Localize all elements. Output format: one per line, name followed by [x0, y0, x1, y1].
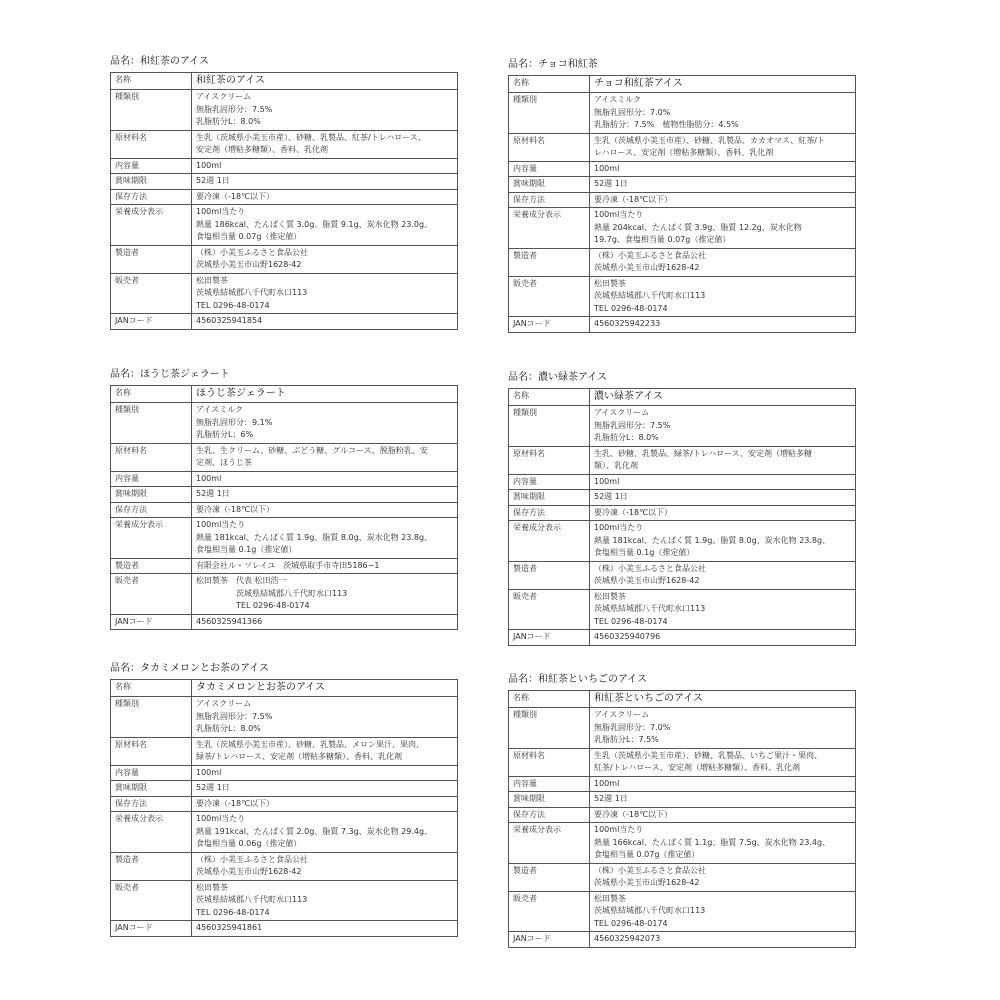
row-ingredients	[111, 130, 458, 158]
row-best-before	[509, 490, 856, 506]
value-volume: 100ml	[192, 158, 458, 174]
label-storage: 保存方法	[509, 807, 590, 823]
label-name: 名称	[509, 76, 590, 93]
label-nutrition: 栄養成分表示	[509, 208, 590, 249]
row-ingredients	[509, 748, 856, 776]
label-best-before: 賞味期限	[509, 792, 590, 808]
label-ingredients: 原材料名	[509, 446, 590, 474]
value-kind: アイスクリーム 無脂乳固形分：7.5% 乳脂肪分L：8.0%	[192, 697, 458, 738]
label-storage: 保存方法	[509, 505, 590, 521]
value-ingredients: 生乳（茨城県小美玉市産）、砂糖、乳製品、メロン果汁、果肉、 緑茶/トレハロース、安定剤（増粘多糖類）、香料、乳化剤	[192, 737, 458, 765]
product-label-block	[110, 368, 458, 630]
product-label-block	[508, 673, 856, 948]
label-nutrition: 栄養成分表示	[111, 205, 192, 246]
row-seller	[111, 880, 458, 921]
label-ingredients: 原材料名	[111, 130, 192, 158]
product-heading: 品名：濃い緑茶アイス	[508, 372, 607, 383]
label-seller: 販売者	[111, 880, 192, 921]
label-storage: 保存方法	[509, 192, 590, 208]
row-volume	[509, 161, 856, 177]
value-manufacturer: （株）小美玉ふるさと食品公社 茨城県小美玉市山野1628-42	[192, 245, 458, 273]
row-jan	[111, 614, 458, 630]
label-name: 名称	[111, 386, 192, 403]
row-kind	[111, 697, 458, 738]
value-volume: 100ml	[590, 474, 856, 490]
row-nutrition	[509, 823, 856, 864]
label-best-before: 賞味期限	[509, 177, 590, 193]
product-info-table	[508, 690, 856, 948]
value-nutrition: 100ml当たり 熱量 166kcal、たんぱく質 1.1g、脂質 7.5g、炭水化物 23.4g、 食塩相当量 0.07g（推定値）	[590, 823, 856, 864]
label-nutrition: 栄養成分表示	[509, 521, 590, 562]
label-storage: 保存方法	[111, 502, 192, 518]
value-best-before: 52週 1日	[590, 490, 856, 506]
row-storage	[509, 192, 856, 208]
row-ingredients	[509, 446, 856, 474]
product-label-block	[508, 58, 856, 333]
value-kind: アイスクリーム 無脂乳固形分：7.5% 乳脂肪分L：8.0%	[192, 90, 458, 131]
row-storage	[111, 796, 458, 812]
label-seller: 販売者	[111, 574, 192, 615]
row-jan	[111, 314, 458, 330]
row-best-before	[509, 792, 856, 808]
label-volume: 内容量	[111, 158, 192, 174]
label-manufacturer: 製造者	[509, 561, 590, 589]
product-label-block	[110, 55, 458, 330]
row-jan	[509, 932, 856, 948]
value-volume: 100ml	[192, 471, 458, 487]
label-jan: JANコード	[509, 630, 590, 646]
row-seller	[509, 276, 856, 317]
row-seller	[509, 891, 856, 932]
row-best-before	[509, 177, 856, 193]
label-ingredients: 原材料名	[509, 133, 590, 161]
label-storage: 保存方法	[111, 796, 192, 812]
label-seller: 販売者	[509, 276, 590, 317]
value-manufacturer: 有限会社ル・ソレイユ 茨城県取手市寺田5186−1	[192, 558, 458, 574]
row-manufacturer	[509, 248, 856, 276]
row-jan	[509, 317, 856, 333]
label-manufacturer: 製造者	[509, 248, 590, 276]
row-volume	[111, 765, 458, 781]
value-best-before: 52週 1日	[590, 177, 856, 193]
row-storage	[111, 189, 458, 205]
value-nutrition: 100ml当たり 熱量 181kcal、たんぱく質 1.9g、脂質 8.0g、炭水化物 23.8g、 食塩相当量 0.1g（推定値）	[590, 521, 856, 562]
row-kind	[111, 403, 458, 444]
value-kind: アイスクリーム 無脂乳固形分：7.5% 乳脂肪分L：8.0%	[590, 406, 856, 447]
row-kind	[509, 93, 856, 134]
row-name	[509, 691, 856, 708]
value-nutrition: 100ml当たり 熱量 191kcal、たんぱく質 2.0g、脂質 7.3g、炭水化物 29.4g、 食塩相当量 0.06g（推定値）	[192, 812, 458, 853]
label-best-before: 賞味期限	[111, 781, 192, 797]
value-ingredients: 生乳（茨城県小美玉市産）、砂糖、乳製品、紅茶/トレハロース、 安定剤（増粘多糖類）、香料、乳化剤	[192, 130, 458, 158]
product-heading: 品名：チョコ和紅茶	[508, 59, 598, 70]
product-heading: 品名：ほうじ茶ジェラート	[110, 369, 230, 380]
label-best-before: 賞味期限	[509, 490, 590, 506]
label-best-before: 賞味期限	[111, 174, 192, 190]
row-seller	[111, 574, 458, 615]
label-jan: JANコード	[111, 314, 192, 330]
value-name: タカミメロンとお茶のアイス	[192, 680, 458, 697]
row-ingredients	[111, 737, 458, 765]
value-manufacturer: （株）小美玉ふるさと食品公社 茨城県小美玉市山野1628-42	[590, 863, 856, 891]
value-best-before: 52週 1日	[192, 174, 458, 190]
label-volume: 内容量	[509, 776, 590, 792]
value-manufacturer: （株）小美玉ふるさと食品公社 茨城県小美玉市山野1628-42	[192, 852, 458, 880]
label-ingredients: 原材料名	[509, 748, 590, 776]
label-manufacturer: 製造者	[111, 558, 192, 574]
label-ingredients: 原材料名	[111, 443, 192, 471]
label-manufacturer: 製造者	[111, 245, 192, 273]
row-manufacturer	[111, 245, 458, 273]
row-jan	[509, 630, 856, 646]
row-seller	[111, 273, 458, 314]
value-storage: 要冷凍（-18℃以下）	[590, 505, 856, 521]
product-info-table	[110, 385, 458, 630]
value-nutrition: 100ml当たり 熱量 186kcal、たんぱく質 3.0g、脂質 9.1g、炭水化物 23.0g、 食塩相当量 0.07g（推定値）	[192, 205, 458, 246]
label-volume: 内容量	[509, 161, 590, 177]
value-jan: 4560325942073	[590, 932, 856, 948]
value-volume: 100ml	[590, 776, 856, 792]
label-best-before: 賞味期限	[111, 487, 192, 503]
value-storage: 要冷凍（-18℃以下）	[590, 192, 856, 208]
label-kind: 種類別	[509, 93, 590, 134]
label-jan: JANコード	[509, 317, 590, 333]
row-name	[111, 73, 458, 90]
row-volume	[111, 158, 458, 174]
row-ingredients	[111, 443, 458, 471]
row-nutrition	[111, 205, 458, 246]
value-manufacturer: （株）小美玉ふるさと食品公社 茨城県小美玉市山野1628-42	[590, 561, 856, 589]
label-nutrition: 栄養成分表示	[111, 812, 192, 853]
value-volume: 100ml	[590, 161, 856, 177]
value-name: 和紅茶のアイス	[192, 73, 458, 90]
value-nutrition: 100ml当たり 熱量 181kcal、たんぱく質 1.9g、脂質 8.0g、炭水化物 23.8g、 食塩相当量 0.1g（推定値）	[192, 518, 458, 559]
row-manufacturer	[111, 558, 458, 574]
value-manufacturer: （株）小美玉ふるさと食品公社 茨城県小美玉市山野1628-42	[590, 248, 856, 276]
value-seller: 松田製茶 代表 松田浩一 茨城県結城郡八千代町水口113 TEL 0296-48-0174	[192, 574, 458, 615]
row-name	[509, 76, 856, 93]
row-best-before	[111, 781, 458, 797]
row-kind	[509, 406, 856, 447]
row-storage	[111, 502, 458, 518]
value-best-before: 52週 1日	[192, 487, 458, 503]
row-volume	[509, 776, 856, 792]
value-storage: 要冷凍（-18℃以下）	[192, 502, 458, 518]
label-jan: JANコード	[111, 614, 192, 630]
value-storage: 要冷凍（-18℃以下）	[192, 796, 458, 812]
product-info-table	[110, 679, 458, 937]
label-kind: 種類別	[111, 403, 192, 444]
value-jan: 4560325941366	[192, 614, 458, 630]
value-kind: アイスミルク 無脂乳固形分：9.1% 乳脂肪分L：6%	[192, 403, 458, 444]
row-name	[111, 386, 458, 403]
product-heading: 品名：和紅茶のアイス	[110, 56, 209, 67]
label-name: 名称	[111, 73, 192, 90]
product-label-block	[110, 662, 458, 937]
product-info-table	[508, 388, 856, 646]
value-jan: 4560325941854	[192, 314, 458, 330]
value-name: ほうじ茶ジェラート	[192, 386, 458, 403]
row-storage	[509, 505, 856, 521]
value-name: 濃い緑茶アイス	[590, 389, 856, 406]
row-best-before	[111, 487, 458, 503]
value-seller: 松田製茶 茨城県結城郡八千代町水口113 TEL 0296-48-0174	[192, 880, 458, 921]
product-info-table	[110, 72, 458, 330]
value-storage: 要冷凍（-18℃以下）	[590, 807, 856, 823]
label-manufacturer: 製造者	[111, 852, 192, 880]
label-kind: 種類別	[111, 90, 192, 131]
label-manufacturer: 製造者	[509, 863, 590, 891]
label-seller: 販売者	[111, 273, 192, 314]
value-ingredients: 生乳（茨城県小美玉市産）、砂糖、乳製品、いちご果汁・果肉、 紅茶/トレハロース、安定剤（増粘多糖類）、香料、乳化剤	[590, 748, 856, 776]
row-ingredients	[509, 133, 856, 161]
label-kind: 種類別	[111, 697, 192, 738]
value-ingredients: 生乳、生クリーム、砂糖、ぶどう糖、グルコース、脱脂粉乳、安 定剤、ほうじ茶	[192, 443, 458, 471]
value-kind: アイスミルク 無脂乳固形分：7.0% 乳脂肪分：7.5% 植物性脂肪分：4.5%	[590, 93, 856, 134]
row-jan	[111, 921, 458, 937]
label-storage: 保存方法	[111, 189, 192, 205]
product-label-block	[508, 371, 856, 646]
value-jan: 4560325942233	[590, 317, 856, 333]
label-kind: 種類別	[509, 708, 590, 749]
label-jan: JANコード	[111, 921, 192, 937]
value-kind: アイスクリーム 無脂乳固形分：7.0% 乳脂肪分L：7.5%	[590, 708, 856, 749]
value-volume: 100ml	[192, 765, 458, 781]
row-nutrition	[509, 208, 856, 249]
row-kind	[111, 90, 458, 131]
row-manufacturer	[509, 863, 856, 891]
label-seller: 販売者	[509, 589, 590, 630]
value-seller: 松田製茶 茨城県結城郡八千代町水口113 TEL 0296-48-0174	[590, 891, 856, 932]
row-nutrition	[111, 518, 458, 559]
value-best-before: 52週 1日	[590, 792, 856, 808]
row-name	[509, 389, 856, 406]
row-storage	[509, 807, 856, 823]
product-heading: 品名：タカミメロンとお茶のアイス	[110, 663, 269, 674]
label-name: 名称	[111, 680, 192, 697]
label-nutrition: 栄養成分表示	[111, 518, 192, 559]
value-jan: 4560325940796	[590, 630, 856, 646]
label-nutrition: 栄養成分表示	[509, 823, 590, 864]
value-best-before: 52週 1日	[192, 781, 458, 797]
value-jan: 4560325941861	[192, 921, 458, 937]
label-volume: 内容量	[509, 474, 590, 490]
value-ingredients: 生乳（茨城県小美玉市産）、砂糖、乳製品、カカオマス、紅茶/ト レハロース、安定剤（増粘多糖類）、香料、乳化剤	[590, 133, 856, 161]
value-ingredients: 生乳、砂糖、乳製品、緑茶/トレハロース、安定剤（増粘多糖 類）、乳化剤	[590, 446, 856, 474]
label-name: 名称	[509, 389, 590, 406]
row-name	[111, 680, 458, 697]
row-volume	[509, 474, 856, 490]
label-volume: 内容量	[111, 471, 192, 487]
label-kind: 種類別	[509, 406, 590, 447]
row-volume	[111, 471, 458, 487]
product-info-table	[508, 75, 856, 333]
label-jan: JANコード	[509, 932, 590, 948]
row-best-before	[111, 174, 458, 190]
label-volume: 内容量	[111, 765, 192, 781]
label-ingredients: 原材料名	[111, 737, 192, 765]
label-seller: 販売者	[509, 891, 590, 932]
product-heading: 品名：和紅茶といちごのアイス	[508, 674, 647, 685]
value-name: 和紅茶といちごのアイス	[590, 691, 856, 708]
value-nutrition: 100ml当たり 熱量 204kcal、たんぱく質 3.9g、脂質 12.2g、炭水化物 19.7g、食塩相当量 0.07g（推定値）	[590, 208, 856, 249]
row-manufacturer	[509, 561, 856, 589]
row-kind	[509, 708, 856, 749]
value-seller: 松田製茶 茨城県結城郡八千代町水口113 TEL 0296-48-0174	[192, 273, 458, 314]
row-seller	[509, 589, 856, 630]
value-seller: 松田製茶 茨城県結城郡八千代町水口113 TEL 0296-48-0174	[590, 276, 856, 317]
value-seller: 松田製茶 茨城県結城郡八千代町水口113 TEL 0296-48-0174	[590, 589, 856, 630]
value-name: チョコ和紅茶アイス	[590, 76, 856, 93]
value-storage: 要冷凍（-18℃以下）	[192, 189, 458, 205]
row-nutrition	[111, 812, 458, 853]
label-name: 名称	[509, 691, 590, 708]
row-nutrition	[509, 521, 856, 562]
row-manufacturer	[111, 852, 458, 880]
